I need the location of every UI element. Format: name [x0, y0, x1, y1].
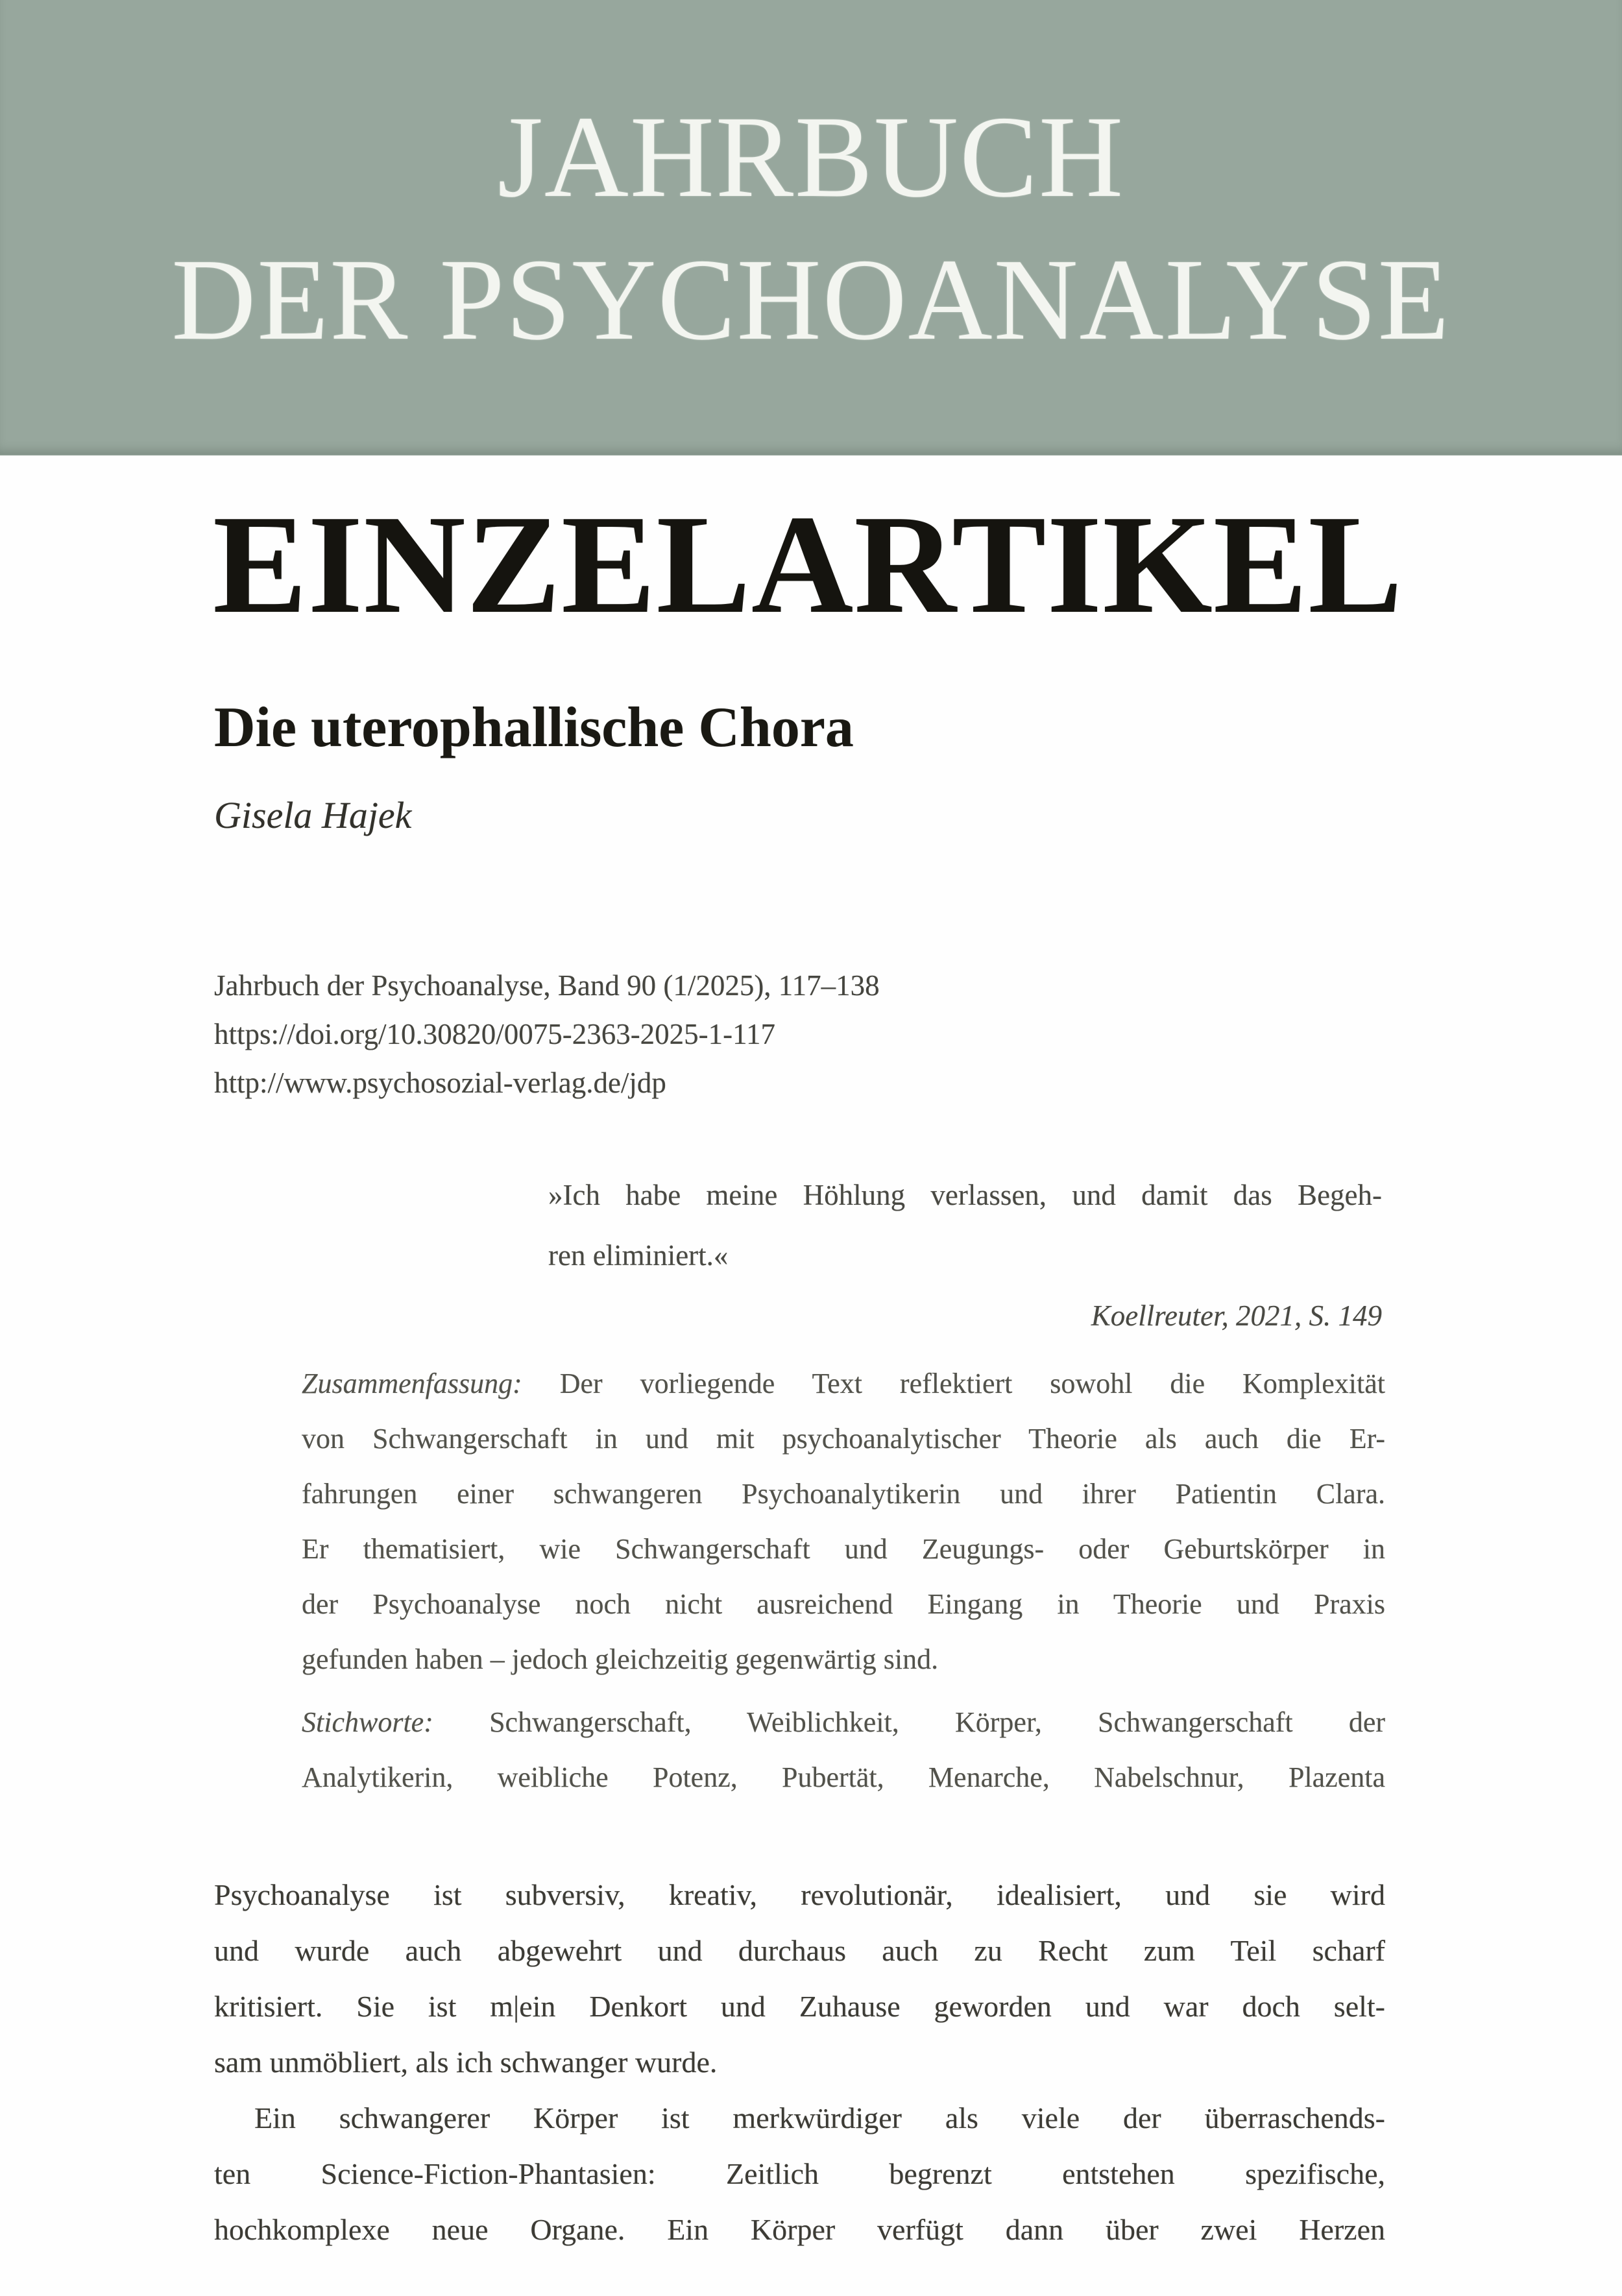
- body-line: sam unmöbliert, als ich schwanger wurde.: [214, 2046, 718, 2079]
- body-text: [214, 1867, 1385, 2258]
- epigraph-line: »Ich habe meine Höhlung verlassen, und damit das Begeh-: [548, 1179, 1382, 1211]
- body-line: kritisiert. Sie ist m|ein Denkort und Zuhause geworden und war doch selt-: [214, 1990, 1385, 2023]
- citation-doi: https://doi.org/10.30820/0075-2363-2025-1-117: [214, 1018, 775, 1050]
- body-paragraph: [214, 2090, 1385, 2258]
- body-line: ten Science-Fiction-Phantasien: Zeitlich begrenzt entstehen spezifische,: [214, 2157, 1385, 2190]
- abstract-line: der Psychoanalyse noch nicht ausreichend Eingang in Theorie und Praxis: [302, 1588, 1385, 1620]
- body-line: und wurde auch abgewehrt und durchaus auch zu Recht zum Teil scharf: [214, 1934, 1385, 1967]
- article-title: Die uterophallische Chora: [214, 696, 854, 759]
- abstract-line-text: Der vorliegende Text reflektiert sowohl die Komplexität: [559, 1368, 1386, 1399]
- abstract-line: [302, 1356, 1385, 1411]
- keywords-line-text: Schwangerschaft, Weiblichkeit, Körper, Schwangerschaft der: [489, 1706, 1385, 1738]
- abstract-line: von Schwangerschaft in und mit psychoanalytischer Theorie als auch die Er-: [302, 1423, 1385, 1455]
- body-line: Ein schwangerer Körper ist merkwürdiger als viele der überraschends-: [254, 2101, 1385, 2134]
- body-paragraph: [214, 1867, 1385, 2090]
- article-author: Gisela Hajek: [214, 794, 412, 836]
- epigraph-block: [548, 1165, 1382, 1346]
- body-line: Psychoanalyse ist subversiv, kreativ, revolutionär, idealisiert, und sie wird: [214, 1878, 1385, 1911]
- keywords-line: [302, 1695, 1385, 1750]
- journal-banner: [0, 0, 1622, 455]
- section-heading: EINZELARTIKEL: [213, 487, 1403, 643]
- epigraph-attribution: Koellreuter, 2021, S. 149: [1091, 1299, 1382, 1332]
- abstract-line: gefunden haben – jedoch gleichzeitig gegenwärtig sind.: [302, 1643, 939, 1675]
- keywords-block: [302, 1695, 1385, 1805]
- abstract-line: Er thematisiert, wie Schwangerschaft und Zeugungs- oder Geburtskörper in: [302, 1533, 1385, 1565]
- body-line: hochkomplexe neue Organe. Ein Körper verfügt dann über zwei Herzen: [214, 2213, 1385, 2246]
- keywords-label: Stichworte:: [302, 1706, 433, 1738]
- citation-reference: Jahrbuch der Psychoanalyse, Band 90 (1/2025), 117–138: [214, 969, 880, 1002]
- journal-banner-title-line1: JAHRBUCH: [497, 92, 1125, 221]
- abstract-line: fahrungen einer schwangeren Psychoanalytikerin und ihrer Patientin Clara.: [302, 1478, 1385, 1510]
- epigraph-line: ren eliminiert.«: [548, 1239, 729, 1272]
- citation-url: http://www.psychosozial-verlag.de/jdp: [214, 1067, 666, 1099]
- citation-block: [214, 961, 1385, 1107]
- keywords-line: Analytikerin, weibliche Potenz, Pubertät, Menarche, Nabelschnur, Plazenta: [302, 1761, 1385, 1793]
- journal-banner-title-line2: DER PSYCHOANALYSE: [171, 235, 1451, 364]
- abstract-block: [302, 1356, 1385, 1687]
- abstract-label: Zusammenfassung:: [302, 1368, 522, 1399]
